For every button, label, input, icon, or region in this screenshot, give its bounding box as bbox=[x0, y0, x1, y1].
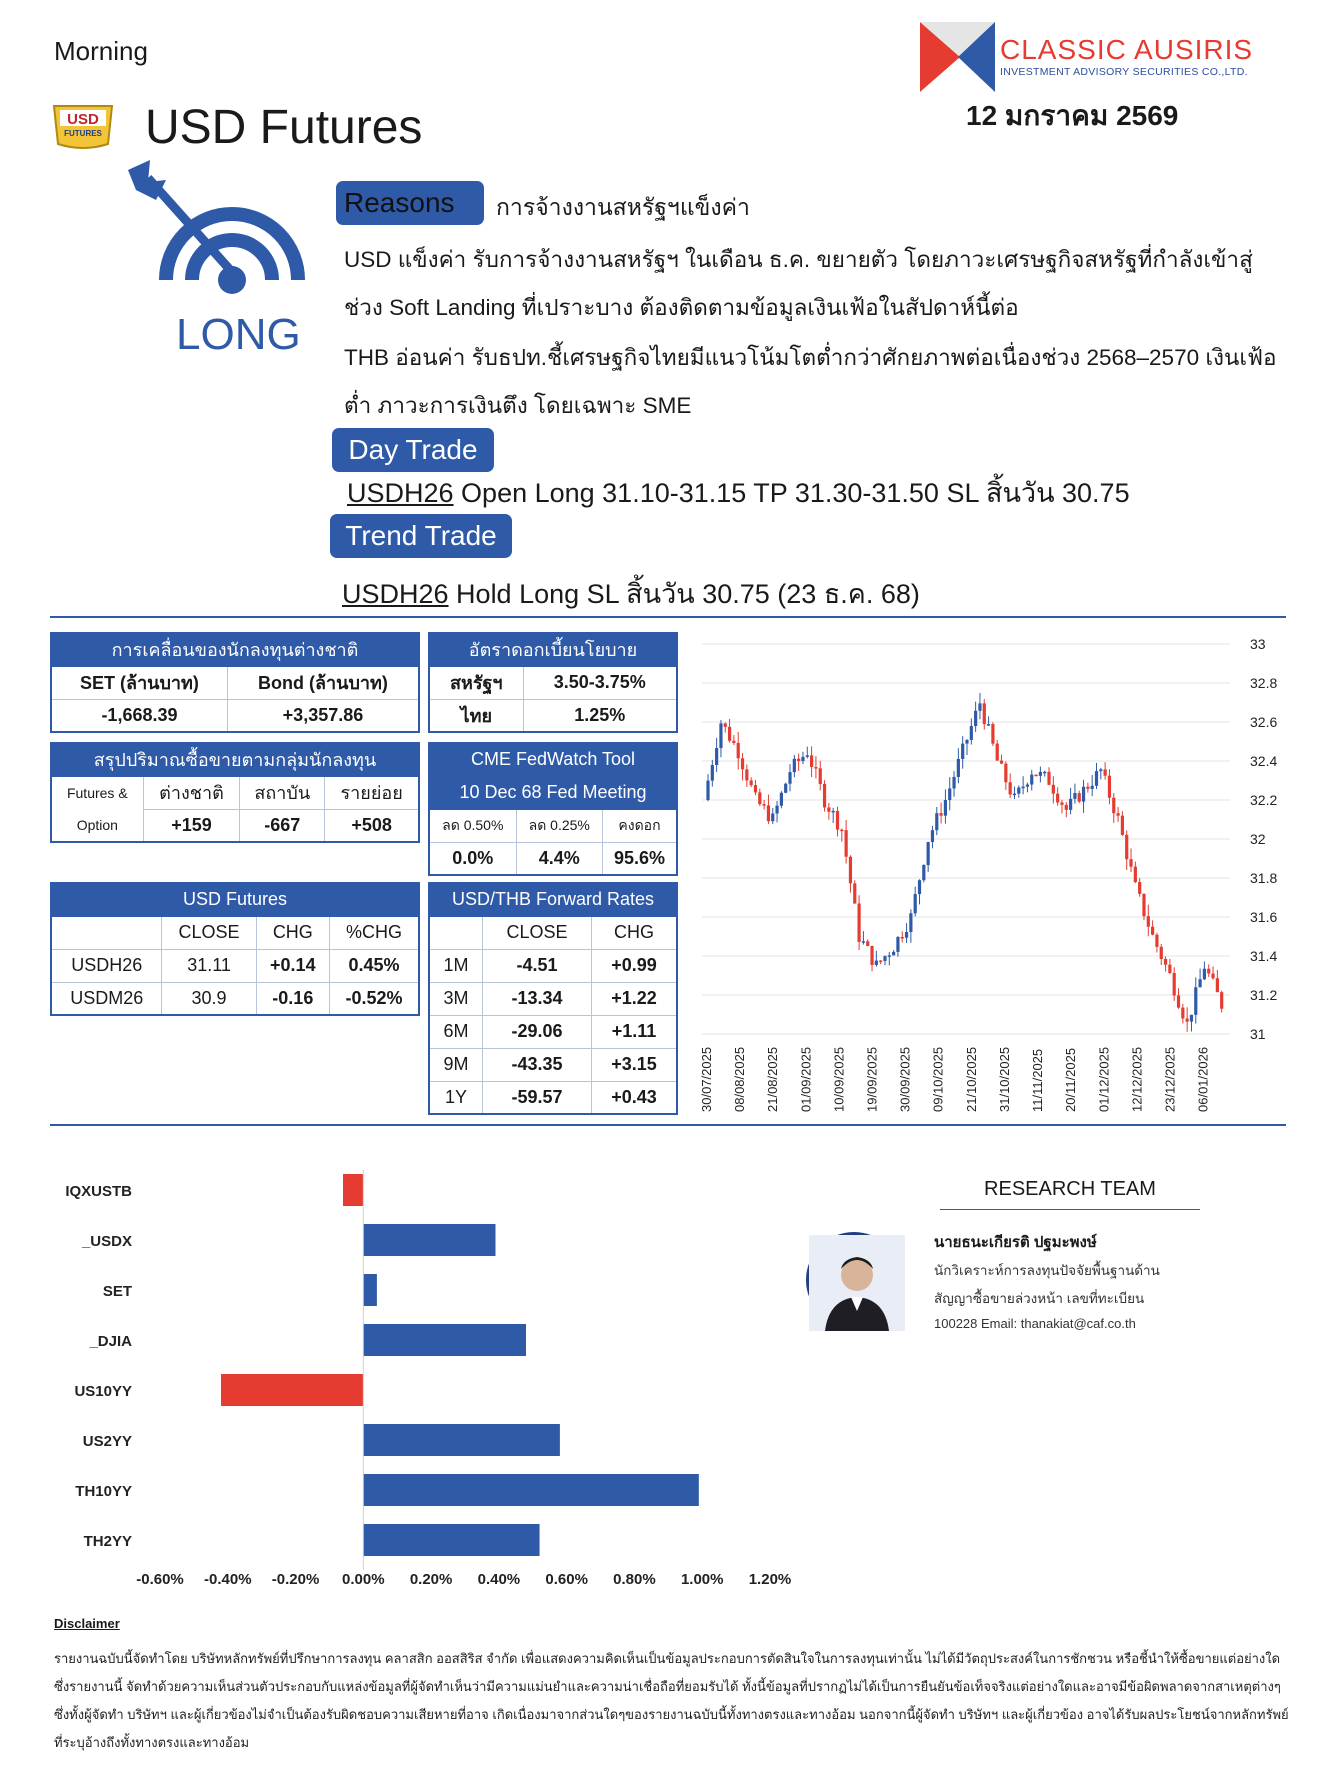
fedwatch-table bbox=[428, 742, 678, 876]
candle-body bbox=[1052, 785, 1055, 794]
chart-x-tick: 09/10/2025 bbox=[930, 1046, 946, 1112]
fedwatch-header-hold: คงดอก bbox=[602, 809, 677, 842]
forward-tenor: 6M bbox=[429, 1015, 483, 1048]
forward-rates-header-close: CLOSE bbox=[483, 916, 592, 949]
candle-body bbox=[1065, 805, 1068, 810]
candle-body bbox=[996, 744, 999, 761]
candle-body bbox=[1142, 894, 1145, 916]
candle-body bbox=[1216, 978, 1219, 992]
candle-body bbox=[1160, 947, 1163, 959]
candle-body bbox=[918, 880, 921, 894]
candle-body bbox=[914, 894, 917, 913]
foreign-flow-set: -1,668.39 bbox=[51, 699, 227, 732]
candle-body bbox=[896, 937, 899, 952]
candle-body bbox=[819, 768, 822, 784]
fedwatch-hold: 95.6% bbox=[602, 842, 677, 875]
usd-futures-title: USD Futures bbox=[51, 883, 419, 916]
forward-chg: +0.43 bbox=[591, 1081, 677, 1114]
foreign-flow-col2: Bond (ล้านบาท) bbox=[227, 666, 419, 699]
bar-x-tick: 1.20% bbox=[748, 1571, 792, 1588]
investor-groups-row-label: Futures & Option bbox=[51, 776, 143, 842]
investor-groups-header-institution: สถาบัน bbox=[240, 776, 325, 809]
chart-x-tick: 06/01/2026 bbox=[1195, 1046, 1211, 1112]
candle-body bbox=[1125, 835, 1128, 859]
candle-body bbox=[965, 740, 968, 744]
bar-x-tick: 0.80% bbox=[613, 1571, 656, 1588]
bar-x-tick: -0.60% bbox=[136, 1571, 184, 1588]
candle-body bbox=[1220, 992, 1223, 1009]
candle-body bbox=[875, 961, 878, 965]
candle-body bbox=[711, 765, 714, 781]
usd-futures-close: 31.11 bbox=[162, 949, 256, 982]
bar-category-label: US10YY bbox=[74, 1383, 132, 1400]
candle-body bbox=[1129, 859, 1132, 867]
chart-y-tick: 32.4 bbox=[1250, 753, 1278, 769]
candle-body bbox=[1211, 973, 1214, 978]
chart-x-tick: 12/12/2025 bbox=[1129, 1046, 1145, 1112]
logo-text-top: USD bbox=[67, 111, 99, 128]
reasons-headline: การจ้างงานสหรัฐฯแข็งค่า bbox=[496, 194, 750, 220]
candle-body bbox=[1039, 772, 1042, 776]
policy-rate-th-label: ไทย bbox=[429, 699, 523, 732]
usd-futures-pct: -0.52% bbox=[329, 982, 419, 1015]
candle-body bbox=[991, 724, 994, 744]
candle-body bbox=[909, 913, 912, 932]
reason-usd-text: USD แข็งค่า รับการจ้างงานสหรัฐฯ ในเดือน ธ.ค. ขยายตัว โดยภาวะเศรษฐกิจสหรัฐที่กำลังเข้าสู่ช่วง Soft Landing ที่เปราะบาง ต้องติดตามข้อมูลเงินเฟ้อในสัปดาห์นี้ต่อ bbox=[344, 247, 1253, 320]
candle-body bbox=[862, 941, 865, 943]
policy-rate-title: อัตราดอกเบี้ยนโยบาย bbox=[429, 633, 677, 666]
forward-close: -43.35 bbox=[483, 1048, 592, 1081]
candle-body bbox=[754, 785, 757, 792]
chart-x-tick: 31/10/2025 bbox=[996, 1046, 1012, 1112]
candle-body bbox=[810, 755, 813, 767]
logo-text-bottom: FUTURES bbox=[64, 129, 102, 138]
reasons-label: Reasons bbox=[336, 181, 484, 225]
candle-body bbox=[832, 811, 835, 813]
bar bbox=[363, 1224, 495, 1256]
forward-chg: +1.11 bbox=[591, 1015, 677, 1048]
candle-body bbox=[888, 955, 891, 957]
candle-body bbox=[1069, 799, 1072, 810]
foreign-flow-bond: +3,357.86 bbox=[227, 699, 419, 732]
chart-y-tick: 33 bbox=[1250, 636, 1266, 652]
policy-rate-th-value: 1.25% bbox=[523, 699, 677, 732]
bar bbox=[363, 1524, 539, 1556]
candle-body bbox=[724, 723, 727, 726]
candle-body bbox=[745, 769, 748, 780]
bar-category-label: _USDX bbox=[81, 1233, 132, 1250]
bar bbox=[221, 1374, 363, 1406]
investor-groups-title: สรุปปริมาณซื้อขายตามกลุ่มนักลงทุน bbox=[51, 743, 419, 776]
candle-body bbox=[840, 830, 843, 832]
bar bbox=[343, 1174, 363, 1206]
candle-body bbox=[767, 805, 770, 821]
fedwatch-title: CME FedWatch Tool bbox=[429, 743, 677, 776]
chart-y-tick: 31.6 bbox=[1250, 909, 1278, 925]
candle-body bbox=[970, 726, 973, 740]
candle-body bbox=[961, 744, 964, 759]
candle-body bbox=[974, 711, 977, 726]
candle-body bbox=[1082, 787, 1085, 802]
candle-body bbox=[1116, 813, 1119, 816]
candle-body bbox=[853, 883, 856, 903]
candle-body bbox=[784, 784, 787, 793]
forward-tenor: 9M bbox=[429, 1048, 483, 1081]
candle-body bbox=[883, 956, 886, 961]
candle-body bbox=[1147, 916, 1150, 927]
foreign-flow-title: การเคลื่อนของนักลงทุนต่างชาติ bbox=[51, 633, 419, 666]
chart-x-tick: 01/12/2025 bbox=[1096, 1046, 1112, 1112]
fedwatch-subtitle: 10 Dec 68 Fed Meeting bbox=[429, 776, 677, 809]
candle-body bbox=[845, 830, 848, 857]
candle-body bbox=[780, 793, 783, 806]
candle-body bbox=[1190, 1015, 1193, 1022]
candle-body bbox=[1078, 793, 1081, 802]
forward-rates-table bbox=[428, 882, 678, 1115]
fedwatch-header-cut25: ลด 0.25% bbox=[516, 809, 602, 842]
forward-close: -59.57 bbox=[483, 1081, 592, 1114]
bar-category-label: TH2YY bbox=[83, 1533, 132, 1550]
candle-body bbox=[1203, 969, 1206, 980]
candle-body bbox=[892, 952, 895, 955]
disclaimer-title: Disclaimer bbox=[54, 1616, 120, 1631]
candle-body bbox=[771, 814, 774, 822]
investor-groups-institution: -667 bbox=[240, 809, 325, 842]
reason-thb-text: THB อ่อนค่า รับธปท.ชี้เศรษฐกิจไทยมีแนวโน้มโตต่ำกว่าศักยภาพต่อเนื่องช่วง 2568–2570 เงินเฟ้อต่ำ ภาวะการเงินตึง โดยเฉพาะ SME bbox=[344, 345, 1277, 418]
candle-body bbox=[775, 806, 778, 814]
candle-body bbox=[905, 932, 908, 938]
chart-x-tick: 23/12/2025 bbox=[1162, 1046, 1178, 1112]
candle-body bbox=[1026, 785, 1029, 787]
candle-body bbox=[741, 758, 744, 769]
chart-x-tick: 19/09/2025 bbox=[864, 1046, 880, 1112]
candle-body bbox=[927, 842, 930, 865]
usd-futures-header-pct: %CHG bbox=[329, 916, 419, 949]
candle-body bbox=[952, 777, 955, 789]
candle-body bbox=[1155, 935, 1158, 947]
trend-trade-label: Trend Trade bbox=[330, 514, 512, 558]
trade-signal: LONG bbox=[176, 310, 301, 359]
bar-x-tick: 1.00% bbox=[680, 1571, 724, 1588]
candle-body bbox=[836, 811, 839, 830]
candle-body bbox=[1073, 793, 1076, 799]
investor-groups-table bbox=[50, 742, 420, 843]
candle-body bbox=[935, 813, 938, 830]
candle-body bbox=[706, 781, 709, 800]
chart-y-tick: 31.8 bbox=[1250, 870, 1278, 886]
forward-rates-title: USD/THB Forward Rates bbox=[429, 883, 677, 916]
chart-x-tick: 20/11/2025 bbox=[1063, 1047, 1079, 1112]
candle-body bbox=[983, 703, 986, 724]
candle-body bbox=[948, 788, 951, 800]
analyst-name: นายธนะเกียรติ ปฐมะพงษ์ bbox=[934, 1234, 1097, 1251]
candle-body bbox=[1181, 1008, 1184, 1019]
chart-x-tick: 10/09/2025 bbox=[831, 1046, 847, 1112]
candle-body bbox=[1138, 882, 1141, 894]
candle-body bbox=[1086, 787, 1089, 789]
section-divider-top bbox=[50, 616, 1286, 618]
foreign-flow-col1: SET (ล้านบาท) bbox=[51, 666, 227, 699]
candle-body bbox=[750, 780, 753, 785]
report-date: 12 มกราคม 2569 bbox=[966, 100, 1179, 131]
analyst-role-line2: สัญญาซื้อขายล่วงหน้า เลขที่ทะเบียน bbox=[934, 1291, 1145, 1306]
chart-y-tick: 31 bbox=[1250, 1026, 1266, 1042]
chart-x-tick: 21/10/2025 bbox=[963, 1046, 979, 1112]
usd-futures-header-close: CLOSE bbox=[162, 916, 256, 949]
bar-x-tick: 0.60% bbox=[545, 1571, 588, 1588]
candle-body bbox=[901, 937, 904, 939]
analyst-email: 100228 Email: thanakiat@caf.co.th bbox=[934, 1316, 1136, 1331]
chart-y-tick: 32.8 bbox=[1250, 675, 1278, 691]
candle-body bbox=[1168, 965, 1171, 973]
chart-x-tick: 08/08/2025 bbox=[732, 1046, 748, 1112]
investor-groups-retail: +508 bbox=[325, 809, 419, 842]
trend-trade-contract: USDH26 bbox=[342, 579, 449, 609]
candle-body bbox=[870, 946, 873, 965]
usd-futures-table bbox=[50, 882, 420, 1016]
bar bbox=[363, 1274, 377, 1306]
page-title: USD Futures bbox=[145, 101, 423, 154]
day-trade-recommendation bbox=[347, 471, 1130, 514]
candle-body bbox=[1013, 794, 1016, 796]
candle-body bbox=[1034, 775, 1037, 777]
target-arrow-icon bbox=[126, 160, 311, 290]
candle-body bbox=[849, 857, 852, 884]
investor-groups-header-retail: รายย่อย bbox=[325, 776, 419, 809]
candle-body bbox=[758, 792, 761, 804]
candle-body bbox=[1194, 987, 1197, 1015]
usd-futures-chg: +0.14 bbox=[256, 949, 329, 982]
day-trade-contract: USDH26 bbox=[347, 478, 454, 508]
candle-body bbox=[1060, 802, 1063, 804]
brand-subtitle: INVESTMENT ADVISORY SECURITIES CO.,LTD. bbox=[1000, 66, 1248, 78]
chart-y-tick: 31.2 bbox=[1250, 987, 1278, 1003]
candle-body bbox=[1173, 973, 1176, 995]
bar-category-label: _DJIA bbox=[89, 1333, 132, 1350]
analyst-avatar bbox=[806, 1232, 902, 1328]
candle-body bbox=[763, 804, 766, 806]
usd-futures-logo bbox=[50, 104, 116, 150]
chart-x-tick: 30/07/2025 bbox=[699, 1046, 714, 1112]
disclaimer-body: รายงานฉบับนี้จัดทำโดย บริษัทหลักทรัพย์ที่ปรึกษาการลงทุน คลาสสิก ออสสิริส จำกัด เพื่อแสดงความคิดเห็นเป็นข้อมูลประกอบการตัดสินใจในการลงทุนเท่านั้น ไม่ได้มีวัตถุประสงค์ในการชักชวน หรือชี้นำให้ซื้อขายแต่อย่างใด ซึ่งรายงานนี้ จัดทำด้วยความเห็นส่วนตัวประกอบกับแหล่งข้อมูลที่ผู้จัดทำเห็นว่ามีความแม่นยำและความน่าเชื่อถือที่ยอมรับได้ ทั้งนี้ข้อมูลที่ปรากฏไม่ได้เป็นการยืนยันข้อเท็จจริงแต่อย่างใดและอาจมีข้อผิดพลาดจากสาเหตุต่างๆ ซึ่งทั้งผู้จัดทำ บริษัทฯ และผู้เกี่ยวข้องไม่จำเป็นต้องรับผิดชอบความเสียหายที่อาจ เกิดเนื่องมาจากส่วนใดๆของรายงานฉบับนี้ทั้งทางตรงและทางอ้อม นอกจากนี้ผู้จัดทำ บริษัทฯ และผู้เกี่ยวข้อง อาจได้รับผลประโยชน์จากหลักทรัพย์ที่ระบุอ้างถึงทั้งทางตรงและทางอ้อม bbox=[54, 1651, 1289, 1750]
bar-category-label: TH10YY bbox=[75, 1483, 132, 1500]
fedwatch-cut25: 4.4% bbox=[516, 842, 602, 875]
forward-close: -13.34 bbox=[483, 982, 592, 1015]
bar-category-label: SET bbox=[102, 1283, 132, 1300]
candle-body bbox=[1095, 771, 1098, 786]
forward-chg: +1.22 bbox=[591, 982, 677, 1015]
candle-body bbox=[732, 741, 735, 743]
bar-x-tick: 0.40% bbox=[477, 1571, 521, 1588]
usd-futures-header-blank bbox=[51, 916, 162, 949]
candle-body bbox=[1151, 927, 1154, 935]
usd-futures-pct: 0.45% bbox=[329, 949, 419, 982]
forward-chg: +0.99 bbox=[591, 949, 677, 982]
usd-futures-candlestick-chart bbox=[699, 634, 1278, 1114]
edition-label: Morning bbox=[54, 36, 148, 66]
chart-y-tick: 32.2 bbox=[1250, 792, 1278, 808]
chart-x-tick: 11/11/2025 bbox=[1030, 1048, 1046, 1112]
bar-x-tick: 0.00% bbox=[342, 1571, 385, 1588]
candle-body bbox=[1108, 776, 1111, 798]
forward-rates-header-blank bbox=[429, 916, 483, 949]
usd-futures-chg: -0.16 bbox=[256, 982, 329, 1015]
candle-body bbox=[823, 784, 826, 807]
day-trade-label: Day Trade bbox=[332, 428, 494, 472]
forward-close: -4.51 bbox=[483, 949, 592, 982]
bar bbox=[363, 1474, 699, 1506]
candle-body bbox=[814, 767, 817, 769]
usd-futures-name: USDM26 bbox=[51, 982, 162, 1015]
candle-body bbox=[1099, 769, 1102, 771]
bar-x-tick: -0.20% bbox=[271, 1571, 320, 1588]
candle-body bbox=[1177, 995, 1180, 1007]
usd-futures-close: 30.9 bbox=[162, 982, 256, 1015]
candle-body bbox=[1022, 787, 1025, 789]
analyst-role-line1: นักวิเคราะห์การลงทุนปัจจัยพื้นฐานด้าน bbox=[934, 1263, 1160, 1278]
foreign-flow-table bbox=[50, 632, 420, 733]
bar-category-label: US2YY bbox=[82, 1433, 132, 1450]
trend-trade-text: Hold Long SL สิ้นวัน 30.75 (23 ธ.ค. 68) bbox=[448, 579, 920, 609]
forward-tenor: 3M bbox=[429, 982, 483, 1015]
chart-x-tick: 01/09/2025 bbox=[798, 1046, 814, 1112]
bar bbox=[363, 1424, 560, 1456]
policy-rate-us-value: 3.50-3.75% bbox=[523, 666, 677, 699]
trend-trade-recommendation bbox=[342, 572, 920, 615]
forward-tenor: 1M bbox=[429, 949, 483, 982]
investor-groups-header-foreign: ต่างชาติ bbox=[143, 776, 240, 809]
candle-body bbox=[1030, 775, 1033, 785]
section-divider-bottom bbox=[50, 1124, 1286, 1126]
candle-body bbox=[719, 723, 722, 748]
candle-body bbox=[737, 743, 740, 758]
candle-body bbox=[797, 759, 800, 761]
candle-body bbox=[1000, 761, 1003, 764]
fedwatch-cut50: 0.0% bbox=[429, 842, 516, 875]
person-icon bbox=[809, 1235, 905, 1331]
forward-tenor: 1Y bbox=[429, 1081, 483, 1114]
research-team-title: RESEARCH TEAM bbox=[940, 1178, 1200, 1210]
candle-body bbox=[1112, 798, 1115, 813]
candle-body bbox=[987, 724, 990, 726]
candle-body bbox=[728, 727, 731, 741]
policy-rate-table bbox=[428, 632, 678, 733]
forward-close: -29.06 bbox=[483, 1015, 592, 1048]
candle-body bbox=[1043, 772, 1046, 774]
candle-body bbox=[931, 830, 934, 842]
candle-body bbox=[1164, 959, 1167, 965]
day-trade-text: Open Long 31.10-31.15 TP 31.30-31.50 SL สิ้นวัน 30.75 bbox=[453, 478, 1130, 508]
candle-body bbox=[1121, 816, 1124, 835]
candle-body bbox=[1207, 969, 1210, 974]
chart-y-tick: 31.4 bbox=[1250, 948, 1278, 964]
candle-body bbox=[1017, 788, 1020, 794]
chart-y-tick: 32.6 bbox=[1250, 714, 1278, 730]
candle-body bbox=[866, 941, 869, 946]
candle-body bbox=[1199, 979, 1202, 987]
usd-futures-name: USDH26 bbox=[51, 949, 162, 982]
candle-body bbox=[944, 800, 947, 816]
bar-x-tick: 0.20% bbox=[409, 1571, 453, 1588]
candle-body bbox=[857, 904, 860, 942]
bar bbox=[363, 1324, 526, 1356]
usd-futures-header-chg: CHG bbox=[256, 916, 329, 949]
candle-body bbox=[957, 759, 960, 777]
candle-body bbox=[788, 772, 791, 784]
fedwatch-header-cut50: ลด 0.50% bbox=[429, 809, 516, 842]
candle-body bbox=[1134, 867, 1137, 882]
candle-body bbox=[1186, 1018, 1189, 1021]
candle-body bbox=[801, 757, 804, 761]
candle-body bbox=[879, 961, 882, 963]
policy-rate-us-label: สหรัฐฯ bbox=[429, 666, 523, 699]
candle-body bbox=[827, 807, 830, 811]
candle-body bbox=[1047, 772, 1050, 785]
investor-groups-foreign: +159 bbox=[143, 809, 240, 842]
candle-body bbox=[978, 703, 981, 710]
candle-body bbox=[1004, 764, 1007, 783]
candle-body bbox=[715, 748, 718, 765]
chart-y-tick: 32 bbox=[1250, 831, 1266, 847]
candle-body bbox=[793, 759, 796, 772]
candle-body bbox=[1009, 782, 1012, 794]
bar-category-label: IQXUSTB bbox=[65, 1183, 132, 1200]
candle-body bbox=[1091, 786, 1094, 789]
chart-x-tick: 30/09/2025 bbox=[897, 1046, 913, 1112]
brand-name: CLASSIC AUSIRIS bbox=[1000, 34, 1254, 65]
forward-chg: +3.15 bbox=[591, 1048, 677, 1081]
forward-rates-header-chg: CHG bbox=[591, 916, 677, 949]
candle-body bbox=[1104, 769, 1107, 775]
candle-body bbox=[940, 813, 943, 816]
candle-body bbox=[806, 755, 809, 757]
bar-x-tick: -0.40% bbox=[204, 1571, 252, 1588]
chart-x-tick: 21/08/2025 bbox=[765, 1046, 781, 1112]
candle-body bbox=[1056, 794, 1059, 803]
candle-body bbox=[922, 865, 925, 880]
market-change-bar-chart bbox=[50, 1150, 790, 1590]
